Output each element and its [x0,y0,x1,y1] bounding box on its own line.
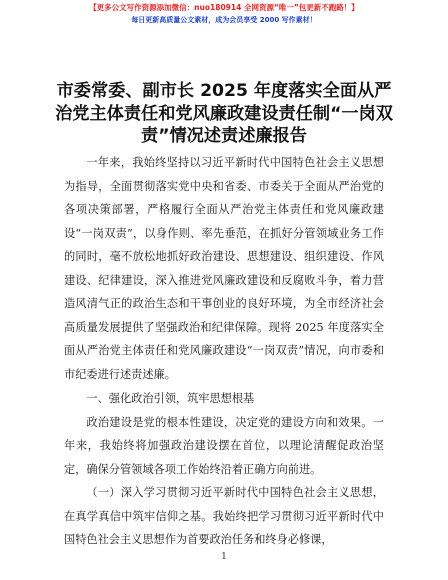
promo-banner-line-2: 每日更新高质量公文素材，成为会员享受 2000 写作素材！ [131,16,317,24]
document-title: 市委常委、副市长 2025 年度落实全面从严治党主体责任和党风廉政建设责任制“一岗双责”情况述责述廉报告 [55,81,393,146]
document-body [64,151,384,552]
intro-paragraph: 一年来，我始终坚持以习近平新时代中国特色社会主义思想为指导，全面贯彻落实党中央和省委、市委关于全面从严治党的各项决策部署，严格履行全面从严治党主体责任和党风廉政建设“一岗双责”，以身作则、率先垂范，在抓好分管领域业务工作的同时，毫不放松地抓好政治建设、思想建设、组织建设、作风建设、纪律建设，深入推进党风廉政建设和反腐败斗争，着力营造风清气正的政治生态和干事创业的良好环境，为全市经济社会高质量发展提供了坚强政治和纪律保障。现将 2025 年度落实全面从严治党主体责任和党风廉政建设“一岗双责”情况，向市委和市纪委进行述责述廉。 [64,156,384,381]
subsection-1-paragraph: （一）深入学习贯彻习近平新时代中国特色社会主义思想，在真学真信中筑牢信仰之基。我始终把学习贯彻习近平新时代中国特色社会主义思想作为首要政治任务和终身必修课， [64,486,384,546]
section-1-paragraph: 政治建设是党的根本性建设，决定党的建设方向和效果。一年来，我始终将加强政治建设摆在首位，以理论清醒促政治坚定，确保分管领域各项工作始终沿着正确方向前进。 [64,415,384,476]
section-heading-1: 一、强化政治引领，筑牢思想根基 [86,392,255,405]
promo-banner-line-1: 【更多公文写作资源添加微信：nuo180914 全网资源“唯一”包更新不跑路！】 [89,3,359,12]
promo-banner [0,3,448,25]
page-number: 1 [221,552,227,562]
